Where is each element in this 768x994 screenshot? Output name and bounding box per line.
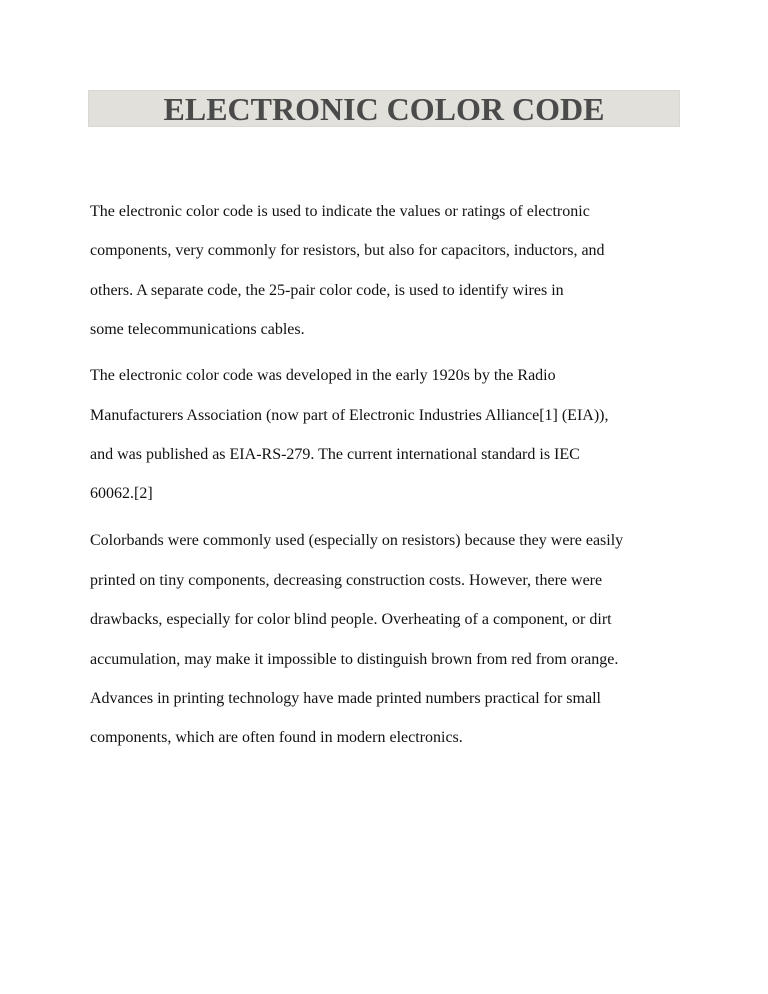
title-banner (88, 90, 680, 127)
paragraph-line: accumulation, may make it impossible to distinguish brown from red from orange. (90, 651, 619, 668)
paragraph-line: some telecommunications cables. (90, 321, 305, 338)
paragraph-line: Colorbands were commonly used (especially on resistors) because they were easily (90, 532, 624, 549)
paragraph-line: Manufacturers Association (now part of Electronic Industries Alliance[1] (EIA)), (90, 407, 609, 424)
paragraph-line: printed on tiny components, decreasing construction costs. However, there were (90, 572, 603, 589)
paragraph-line: The electronic color code is used to indicate the values or ratings of electronic (90, 203, 590, 220)
paragraph-line: Advances in printing technology have made printed numbers practical for small (90, 690, 601, 707)
paragraph-line: 60062.[2] (90, 485, 153, 502)
paragraph-line: components, which are often found in modern electronics. (90, 729, 463, 746)
paragraph-line: The electronic color code was developed in the early 1920s by the Radio (90, 367, 556, 384)
paragraph-line: components, very commonly for resistors, but also for capacitors, inductors, and (90, 242, 605, 259)
paragraph-line: others. A separate code, the 25-pair color code, is used to identify wires in (90, 282, 564, 299)
document-title: ELECTRONIC COLOR CODE (163, 91, 605, 127)
paragraph-line: drawbacks, especially for color blind people. Overheating of a component, or dirt (90, 611, 612, 628)
paragraph-line: and was published as EIA-RS-279. The current international standard is IEC (90, 446, 580, 463)
